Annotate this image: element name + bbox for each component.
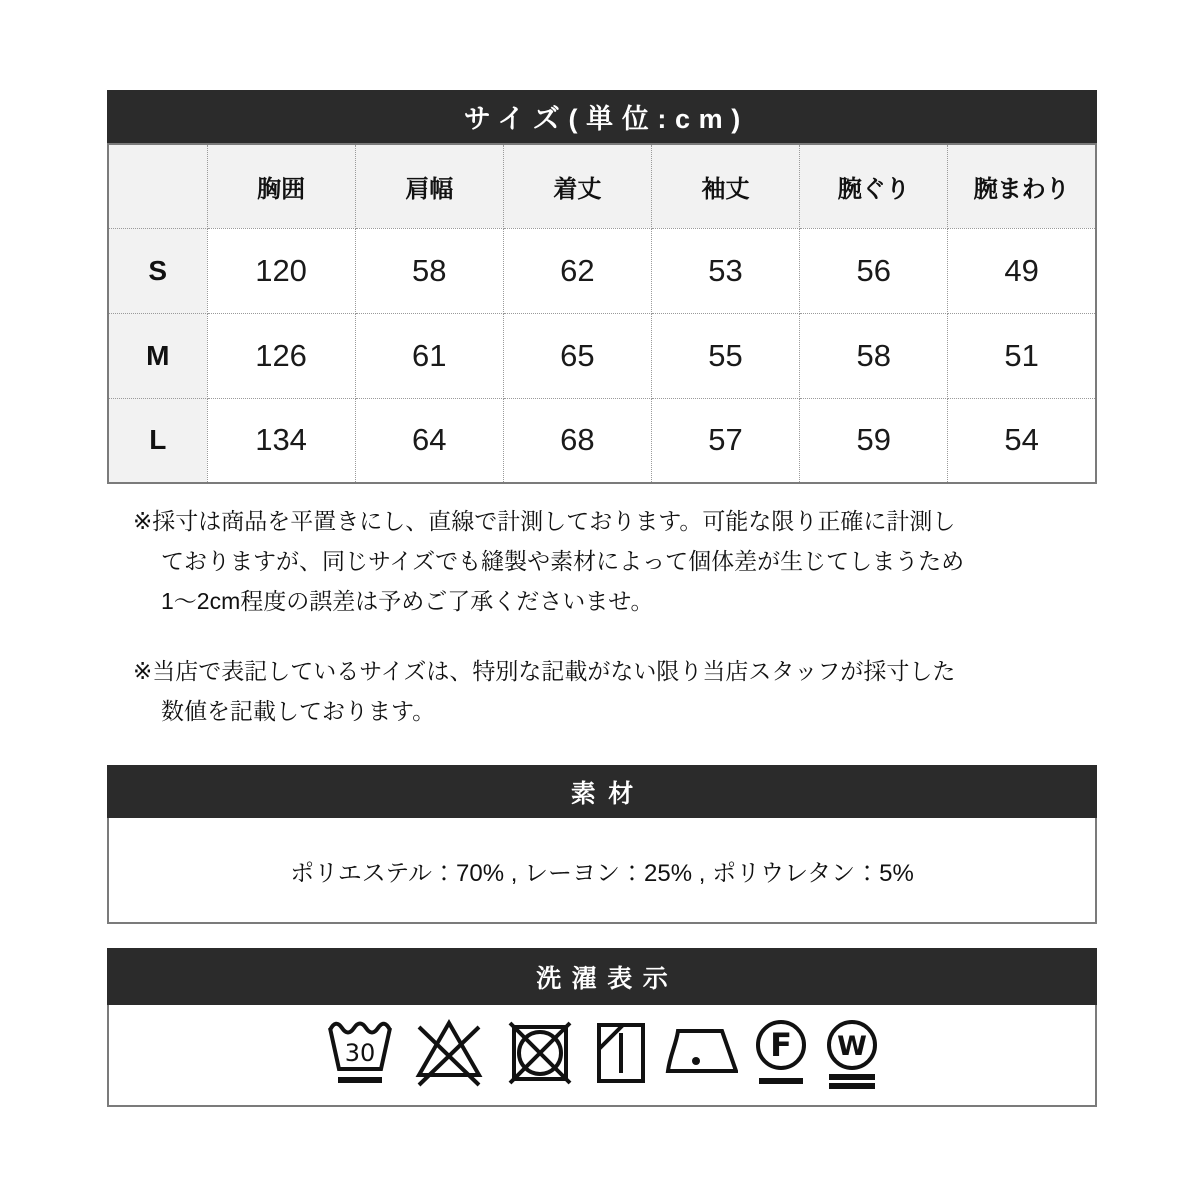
table-row-size-s [108, 228, 1096, 313]
cell-value: 58 [355, 228, 503, 313]
size-table-section [107, 90, 1097, 484]
table-row-size-m [108, 313, 1096, 398]
column-header-sleeve: 袖丈 [651, 144, 799, 228]
cell-value: 57 [651, 398, 799, 483]
note-line: ておりますが、同じサイズでも縫製や素材によって個体差が生じてしまうため [161, 548, 965, 574]
corner-cell [108, 144, 207, 228]
line-dry-in-shade-icon [593, 1013, 649, 1097]
size-section-header [107, 90, 1097, 143]
material-section [107, 765, 1097, 924]
cell-value: 61 [355, 313, 503, 398]
material-composition [107, 818, 1097, 924]
staff-measured-note [133, 651, 1111, 731]
cell-value: 58 [800, 313, 948, 398]
cell-value: 49 [948, 228, 1096, 313]
column-header-arm-circumference: 腕まわり [948, 144, 1096, 228]
cell-value: 65 [503, 313, 651, 398]
wash-30-icon [324, 1013, 396, 1097]
note-line: 数値を記載しております。 [161, 698, 436, 724]
cell-value: 53 [651, 228, 799, 313]
do-not-tumble-dry-icon [502, 1013, 578, 1097]
measurement-note [133, 501, 1111, 621]
material-section-title: 素材 [570, 779, 646, 808]
note-line: ※採寸は商品を平置きにし、直線で計測しております。可能な限り正確に計測し [133, 508, 956, 534]
cell-value: 51 [948, 313, 1096, 398]
cell-value: 126 [207, 313, 355, 398]
size-table-header-row [108, 144, 1096, 228]
cell-value: 54 [948, 398, 1096, 483]
size-section-title: サイズ(単位:cm) [463, 104, 749, 134]
note-line: ※当店で表記しているサイズは、特別な記載がない限り当店スタッフが採寸した [133, 658, 956, 684]
row-label: M [108, 313, 207, 398]
cell-value: 120 [207, 228, 355, 313]
cell-value: 64 [355, 398, 503, 483]
laundry-care-section [107, 948, 1097, 1107]
laundry-icon-row [107, 1005, 1097, 1107]
cell-value: 62 [503, 228, 651, 313]
svg-text:F: F [770, 1026, 792, 1064]
svg-text:30: 30 [344, 1039, 376, 1067]
column-header-shoulder: 肩幅 [355, 144, 503, 228]
size-table [107, 143, 1097, 484]
row-label: S [108, 228, 207, 313]
svg-text:W: W [837, 1031, 867, 1062]
do-not-bleach-icon [411, 1013, 487, 1097]
cell-value: 56 [800, 228, 948, 313]
wet-clean-w-icon [824, 1013, 880, 1097]
column-header-chest: 胸囲 [207, 144, 355, 228]
cell-value: 59 [800, 398, 948, 483]
cell-value: 68 [503, 398, 651, 483]
iron-low-icon [664, 1013, 738, 1097]
note-line: 1〜2cm程度の誤差は予めご了承くださいませ。 [161, 588, 654, 614]
cell-value: 55 [651, 313, 799, 398]
column-header-armhole: 腕ぐり [800, 144, 948, 228]
cell-value: 134 [207, 398, 355, 483]
laundry-section-header [107, 948, 1097, 1005]
material-composition-text: ポリエステル：70% , レーヨン：25% , ポリウレタン：5% [290, 859, 914, 887]
row-label: L [108, 398, 207, 483]
material-section-header [107, 765, 1097, 818]
laundry-section-title: 洗濯表示 [536, 964, 679, 993]
dry-clean-f-icon [753, 1013, 809, 1097]
table-row-size-l [108, 398, 1096, 483]
column-header-length: 着丈 [503, 144, 651, 228]
